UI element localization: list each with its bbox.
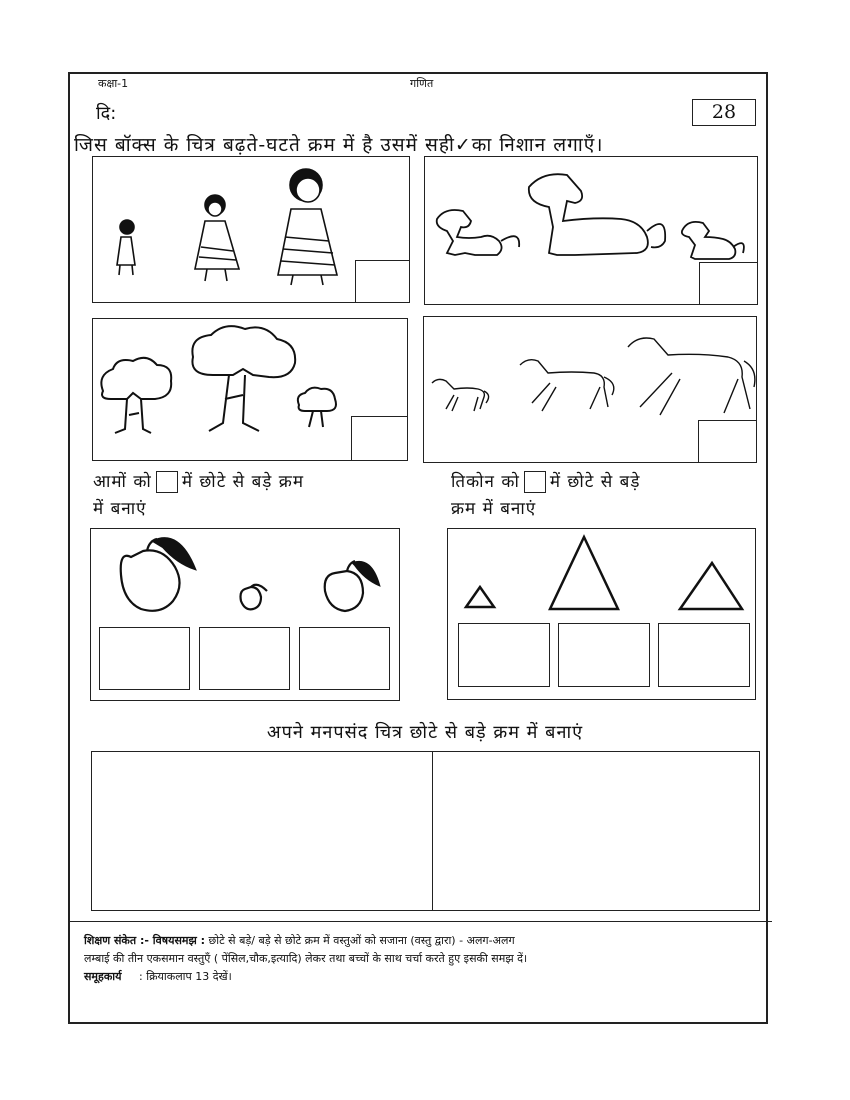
date-label: दि: (96, 103, 117, 124)
mangoes-illustration (91, 529, 401, 629)
answer-box-dogs[interactable] (699, 262, 758, 305)
triangles-illustration (448, 529, 757, 629)
mango-task-text-a: आमों को (93, 472, 152, 492)
teaching-notes-text-1: छोटे से बड़े/ बड़े से छोटे क्रम में वस्तुओं को सजाना (वस्तु द्वारा) - अलग-अलग (208, 934, 515, 947)
horses-picture-box (423, 316, 757, 463)
inline-box-symbol (156, 471, 178, 493)
subject-label: गणित (410, 77, 434, 90)
triangle-task-text-b: में छोटे से बड़े (549, 472, 641, 492)
answer-box-trees[interactable] (351, 416, 408, 461)
main-instruction: जिस बॉक्स के चित्र बढ़ते-घटते क्रम में है उसमें सही✓का निशान लगाएँ। (74, 134, 604, 156)
draw-prompt: अपने मनपसंद चित्र छोटे से बड़े क्रम में बनाएं (266, 722, 584, 743)
class-label: कक्षा-1 (98, 77, 129, 90)
triangle-box (447, 528, 756, 700)
drawing-area-divider (432, 752, 433, 910)
teaching-notes (84, 932, 754, 986)
triangle-answer-box-3[interactable] (658, 623, 750, 687)
footer-rule (70, 921, 772, 922)
mango-answer-box-2[interactable] (199, 627, 290, 690)
mango-answer-box-3[interactable] (299, 627, 390, 690)
mango-answer-box-1[interactable] (99, 627, 190, 690)
mango-task-text-b: में छोटे से बड़े क्रम (181, 472, 304, 492)
mango-box (90, 528, 400, 701)
group-work-text: : क्रियाकलाप 13 देखें। (139, 970, 232, 983)
answer-box-horses[interactable] (698, 420, 757, 463)
drawing-area (91, 751, 760, 911)
teaching-notes-text-2: लम्बाई की तीन एकसमान वस्तुएँ ( पेंसिल,चौक,इत्यादि) लेकर तथा बच्चों के साथ चर्चा करते हुए इसकी समझ दें। (84, 952, 528, 965)
page-number: 28 (692, 99, 756, 126)
triangle-answer-box-1[interactable] (458, 623, 550, 687)
inline-box-symbol-2 (524, 471, 546, 493)
drawing-panel-right[interactable] (434, 752, 759, 910)
girls-picture-box (92, 156, 410, 303)
triangle-task-text-a: तिकोन को (451, 472, 520, 492)
drawing-panel-left[interactable] (92, 752, 432, 910)
group-work-label: समूहकार्य (84, 970, 122, 983)
mango-task-text-c: में बनाएं (93, 499, 147, 519)
trees-picture-box (92, 318, 408, 461)
triangle-task-text-c: क्रम में बनाएं (451, 499, 537, 519)
triangle-answer-box-2[interactable] (558, 623, 650, 687)
answer-box-girls[interactable] (355, 260, 410, 303)
triangle-task-instruction (451, 469, 640, 523)
dogs-picture-box (424, 156, 758, 305)
teaching-notes-label: शिक्षण संकेत :- विषयसमझ : (84, 934, 206, 947)
mango-task-instruction (93, 469, 304, 523)
